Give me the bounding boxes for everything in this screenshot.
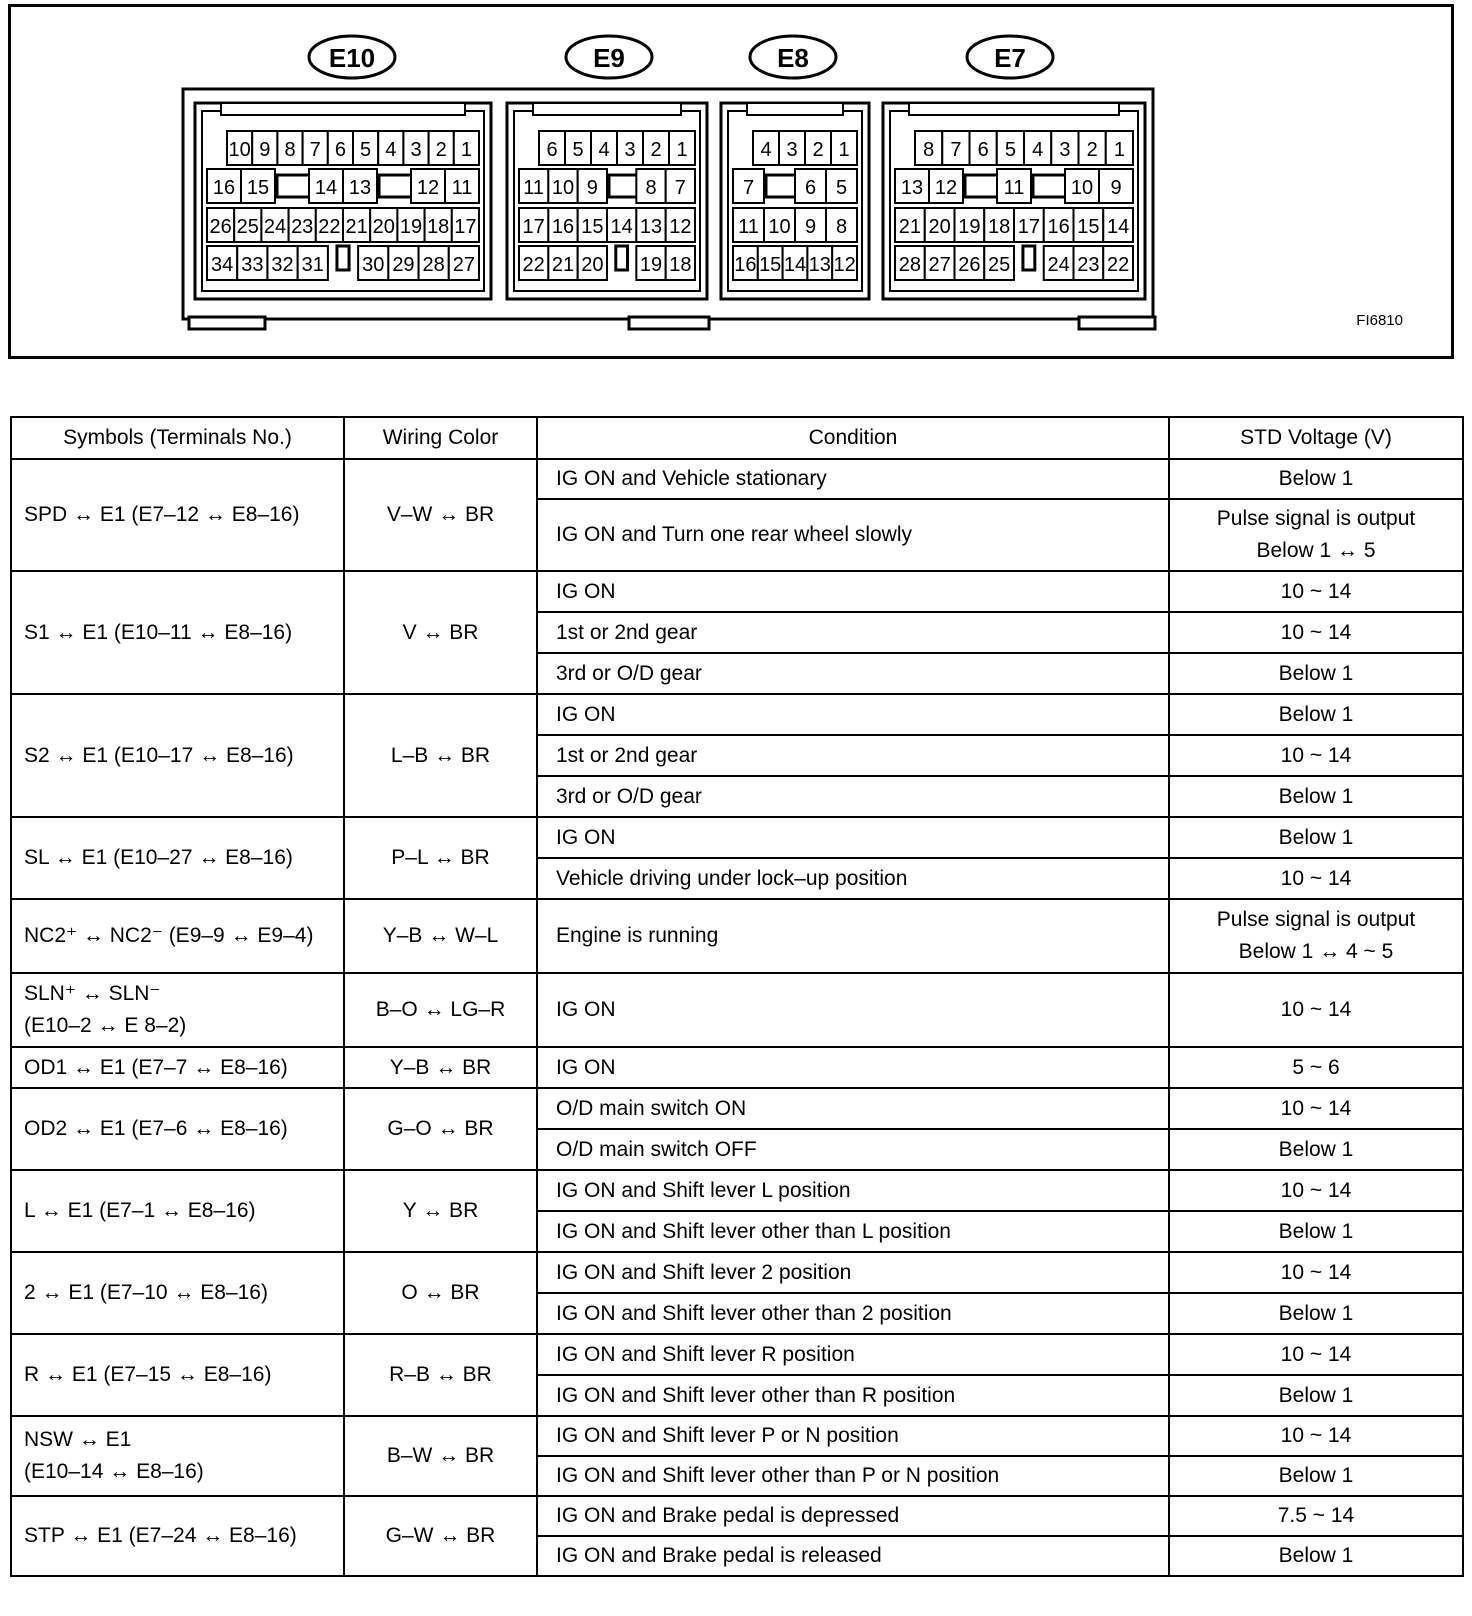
housing-tab xyxy=(1079,317,1155,329)
terminal-number: 7 xyxy=(742,177,755,199)
terminal-number: 4 xyxy=(385,139,397,161)
table-row xyxy=(11,817,1463,858)
terminal-number: 4 xyxy=(598,139,610,161)
terminal-number: 1 xyxy=(460,139,472,161)
terminal-number: 26 xyxy=(209,216,232,238)
condition-cell: 1st or 2nd gear xyxy=(537,735,1169,776)
terminal-number: 21 xyxy=(345,216,368,238)
terminal-number: 20 xyxy=(372,216,395,238)
terminal-number: 11 xyxy=(738,216,759,238)
terminal-number: 9 xyxy=(586,177,598,199)
terminal-number: 2 xyxy=(435,139,447,161)
terminal-number: 5 xyxy=(1004,139,1016,161)
std-voltage-cell: Below 1 xyxy=(1169,1375,1463,1416)
condition-cell: IG ON and Shift lever other than P or N position xyxy=(537,1456,1169,1496)
wiring-color-cell: V–W ↔ BR xyxy=(344,459,537,571)
terminal-number: 10 xyxy=(228,139,251,161)
terminal-number: 1 xyxy=(838,139,850,161)
connector-label: E9 xyxy=(593,43,625,73)
condition-cell: IG ON xyxy=(537,694,1169,735)
std-voltage-cell: 10 ~ 14 xyxy=(1169,735,1463,776)
terminal-number: 16 xyxy=(212,177,236,199)
terminal-number: 34 xyxy=(210,254,234,276)
std-voltage-cell: Below 1 xyxy=(1169,694,1463,735)
terminal-number: 19 xyxy=(958,216,981,238)
terminal-number: 13 xyxy=(808,254,831,276)
wiring-color-cell: O ↔ BR xyxy=(344,1252,537,1334)
table-row xyxy=(11,1088,1463,1129)
table-row xyxy=(11,1334,1463,1375)
condition-cell: Vehicle driving under lock–up position xyxy=(537,858,1169,899)
table-row xyxy=(11,1170,1463,1211)
housing-tab xyxy=(629,317,709,329)
terminal-number: 27 xyxy=(928,254,951,276)
connector-latch xyxy=(221,103,465,115)
std-voltage-cell: 10 ~ 14 xyxy=(1169,1088,1463,1129)
terminal-number: 6 xyxy=(546,139,558,161)
wiring-color-cell: P–L ↔ BR xyxy=(344,817,537,899)
terminal-number: 15 xyxy=(759,254,782,276)
terminal-number: 18 xyxy=(427,216,450,238)
terminal-number: 17 xyxy=(1017,216,1040,238)
terminal-number: 4 xyxy=(760,139,772,161)
terminal-number: 21 xyxy=(898,216,921,238)
wiring-color-cell: G–W ↔ BR xyxy=(344,1496,537,1576)
terminal-number: 27 xyxy=(452,254,476,276)
symbol-cell: SPD ↔ E1 (E7–12 ↔ E8–16) xyxy=(11,459,344,571)
connector-latch xyxy=(747,103,843,115)
symbol-cell: OD1 ↔ E1 (E7–7 ↔ E8–16) xyxy=(11,1047,344,1088)
terminal-number: 31 xyxy=(301,254,324,276)
terminal-number: 14 xyxy=(610,216,633,238)
symbol-cell: S2 ↔ E1 (E10–17 ↔ E8–16) xyxy=(11,694,344,817)
terminal-number: 3 xyxy=(786,139,798,161)
terminal-number: 6 xyxy=(804,177,817,199)
wiring-color-cell: Y–B ↔ BR xyxy=(344,1047,537,1088)
terminal-number: 33 xyxy=(241,254,264,276)
wiring-color-cell: R–B ↔ BR xyxy=(344,1334,537,1416)
terminal-number: 22 xyxy=(1107,254,1130,276)
terminal-number: 8 xyxy=(284,139,296,161)
wiring-color-cell: V ↔ BR xyxy=(344,571,537,694)
terminal-number: 7 xyxy=(950,139,962,161)
table-row xyxy=(11,1252,1463,1293)
std-voltage-cell: Below 1 xyxy=(1169,653,1463,694)
connector-latch xyxy=(909,103,1119,115)
terminal-number: 6 xyxy=(334,139,346,161)
terminal-number: 24 xyxy=(1047,254,1070,276)
terminal-number: 9 xyxy=(1110,177,1122,199)
table-row xyxy=(11,973,1463,1047)
connector-label: E8 xyxy=(777,43,809,73)
std-voltage-cell: Below 1 xyxy=(1169,817,1463,858)
terminal-number: 16 xyxy=(734,254,757,276)
condition-cell: IG ON and Shift lever 2 position xyxy=(537,1252,1169,1293)
terminal-number: 14 xyxy=(314,177,338,199)
condition-cell: IG ON and Shift lever L position xyxy=(537,1170,1169,1211)
connector-key xyxy=(1023,246,1035,270)
symbol-cell: SLN⁺ ↔ SLN⁻ (E10–2 ↔ E 8–2) xyxy=(11,973,344,1047)
std-voltage-cell: Pulse signal is output Below 1 ↔ 4 ~ 5 xyxy=(1169,899,1463,973)
terminal-number: 7 xyxy=(674,177,686,199)
terminal-number: 17 xyxy=(454,216,477,238)
terminal-number: 17 xyxy=(522,216,545,238)
terminal-number: 20 xyxy=(581,254,604,276)
terminal-number: 11 xyxy=(1003,177,1025,199)
symbol-cell: NSW ↔ E1 (E10–14 ↔ E8–16) xyxy=(11,1416,344,1496)
terminal-number: 5 xyxy=(360,139,372,161)
symbol-cell: NC2⁺ ↔ NC2⁻ (E9–9 ↔ E9–4) xyxy=(11,899,344,973)
terminal-number: 14 xyxy=(1107,216,1130,238)
condition-cell: 3rd or O/D gear xyxy=(537,776,1169,817)
connector-key xyxy=(337,246,349,270)
terminal-number: 28 xyxy=(422,254,445,276)
symbol-cell: 2 ↔ E1 (E7–10 ↔ E8–16) xyxy=(11,1252,344,1334)
wiring-color-cell: L–B ↔ BR xyxy=(344,694,537,817)
terminal-number: 5 xyxy=(835,177,848,199)
std-voltage-cell: 10 ~ 14 xyxy=(1169,858,1463,899)
terminal-number: 7 xyxy=(309,139,321,161)
condition-cell: IG ON and Brake pedal is depressed xyxy=(537,1496,1169,1536)
terminal-number: 10 xyxy=(768,216,791,238)
std-voltage-cell: Below 1 xyxy=(1169,1293,1463,1334)
terminal-number: 22 xyxy=(522,254,545,276)
terminal-number: 9 xyxy=(804,216,817,238)
condition-cell: IG ON and Vehicle stationary xyxy=(537,459,1169,499)
table-header-row xyxy=(11,417,1463,459)
symbol-cell: S1 ↔ E1 (E10–11 ↔ E8–16) xyxy=(11,571,344,694)
terminal-number: 12 xyxy=(833,254,856,276)
symbol-cell: STP ↔ E1 (E7–24 ↔ E8–16) xyxy=(11,1496,344,1576)
terminal-number: 13 xyxy=(900,177,924,199)
wiring-color-cell: B–W ↔ BR xyxy=(344,1416,537,1496)
symbol-cell: SL ↔ E1 (E10–27 ↔ E8–16) xyxy=(11,817,344,899)
terminal-number: 15 xyxy=(246,177,270,199)
terminal-number: 16 xyxy=(551,216,575,238)
condition-cell: IG ON xyxy=(537,1047,1169,1088)
header-wiring-color: Wiring Color xyxy=(344,417,537,459)
condition-cell: IG ON and Shift lever P or N position xyxy=(537,1416,1169,1456)
terminal-number: 24 xyxy=(263,216,287,238)
std-voltage-cell: 10 ~ 14 xyxy=(1169,1252,1463,1293)
terminal-number: 12 xyxy=(669,216,692,238)
condition-cell: IG ON and Turn one rear wheel slowly xyxy=(537,499,1169,571)
table-row xyxy=(11,571,1463,612)
wiring-color-cell: B–O ↔ LG–R xyxy=(344,973,537,1047)
std-voltage-cell: 7.5 ~ 14 xyxy=(1169,1496,1463,1536)
table-row xyxy=(11,1416,1463,1456)
terminal-number: 19 xyxy=(399,216,423,238)
std-voltage-cell: Below 1 xyxy=(1169,1211,1463,1252)
std-voltage-cell: Below 1 xyxy=(1169,776,1463,817)
terminal-number: 2 xyxy=(650,139,662,161)
figure-code: FI6810 xyxy=(1356,312,1403,329)
condition-cell: IG ON xyxy=(537,973,1169,1047)
terminal-number: 23 xyxy=(291,216,314,238)
condition-cell: Engine is running xyxy=(537,899,1169,973)
terminal-number: 15 xyxy=(581,216,604,238)
condition-cell: IG ON xyxy=(537,571,1169,612)
terminal-number: 23 xyxy=(1077,254,1100,276)
std-voltage-cell: 10 ~ 14 xyxy=(1169,1416,1463,1456)
terminal-number: 32 xyxy=(271,254,294,276)
terminal-number: 28 xyxy=(898,254,921,276)
condition-cell: 1st or 2nd gear xyxy=(537,612,1169,653)
connector-label: E10 xyxy=(328,43,376,73)
connector-label: E7 xyxy=(994,43,1026,73)
terminal-number: 18 xyxy=(988,216,1011,238)
condition-cell: O/D main switch ON xyxy=(537,1088,1169,1129)
table-row xyxy=(11,899,1463,973)
terminal-number: 18 xyxy=(669,254,692,276)
condition-cell: IG ON and Shift lever other than R position xyxy=(537,1375,1169,1416)
terminal-number: 14 xyxy=(783,254,807,276)
condition-cell: IG ON and Shift lever other than L position xyxy=(537,1211,1169,1252)
wiring-color-cell: G–O ↔ BR xyxy=(344,1088,537,1170)
terminal-number: 26 xyxy=(958,254,981,276)
connector-key xyxy=(616,246,628,270)
terminal-number: 19 xyxy=(639,254,663,276)
header-condition: Condition xyxy=(537,417,1169,459)
terminal-number: 10 xyxy=(1070,177,1094,199)
table-row xyxy=(11,694,1463,735)
terminal-number: 11 xyxy=(523,177,545,199)
terminal-number: 10 xyxy=(551,177,575,199)
table-row xyxy=(11,1496,1463,1536)
table-body xyxy=(11,459,1463,1576)
condition-cell: IG ON and Shift lever R position xyxy=(537,1334,1169,1375)
terminal-number: 15 xyxy=(1077,216,1100,238)
std-voltage-cell: 10 ~ 14 xyxy=(1169,612,1463,653)
symbol-cell: L ↔ E1 (E7–1 ↔ E8–16) xyxy=(11,1170,344,1252)
terminal-number: 6 xyxy=(977,139,989,161)
std-voltage-cell: 10 ~ 14 xyxy=(1169,973,1463,1047)
condition-cell: 3rd or O/D gear xyxy=(537,653,1169,694)
terminal-number: 30 xyxy=(362,254,385,276)
terminal-number: 8 xyxy=(923,139,935,161)
terminal-number: 5 xyxy=(572,139,584,161)
std-voltage-cell: Pulse signal is output Below 1 ↔ 5 xyxy=(1169,499,1463,571)
condition-cell: IG ON xyxy=(537,817,1169,858)
wiring-color-cell: Y–B ↔ W–L xyxy=(344,899,537,973)
terminal-number: 2 xyxy=(1086,139,1098,161)
terminal-voltage-table xyxy=(10,416,1464,1577)
terminal-number: 13 xyxy=(639,216,663,238)
std-voltage-cell: 10 ~ 14 xyxy=(1169,1170,1463,1211)
header-symbols: Symbols (Terminals No.) xyxy=(11,417,344,459)
terminal-number: 3 xyxy=(410,139,422,161)
table-row xyxy=(11,459,1463,499)
wiring-color-cell: Y ↔ BR xyxy=(344,1170,537,1252)
condition-cell: IG ON and Shift lever other than 2 position xyxy=(537,1293,1169,1334)
std-voltage-cell: Below 1 xyxy=(1169,1536,1463,1576)
terminal-number: 21 xyxy=(551,254,575,276)
header-std-voltage: STD Voltage (V) xyxy=(1169,417,1463,459)
terminal-number: 8 xyxy=(835,216,848,238)
terminal-number: 1 xyxy=(676,139,688,161)
terminal-number: 13 xyxy=(348,177,372,199)
std-voltage-cell: 10 ~ 14 xyxy=(1169,1334,1463,1375)
terminal-number: 4 xyxy=(1032,139,1044,161)
terminal-number: 20 xyxy=(928,216,951,238)
connector-latch xyxy=(533,103,681,115)
symbol-cell: OD2 ↔ E1 (E7–6 ↔ E8–16) xyxy=(11,1088,344,1170)
terminal-number: 8 xyxy=(645,177,657,199)
symbol-cell: R ↔ E1 (E7–15 ↔ E8–16) xyxy=(11,1334,344,1416)
terminal-number: 25 xyxy=(988,254,1011,276)
terminal-number: 29 xyxy=(392,254,415,276)
connector-diagram xyxy=(11,7,1451,356)
table-row xyxy=(11,1047,1463,1088)
std-voltage-cell: Below 1 xyxy=(1169,1456,1463,1496)
terminal-number: 11 xyxy=(451,177,473,199)
terminal-number: 9 xyxy=(259,139,271,161)
condition-cell: O/D main switch OFF xyxy=(537,1129,1169,1170)
terminal-number: 1 xyxy=(1113,139,1125,161)
std-voltage-cell: 10 ~ 14 xyxy=(1169,571,1463,612)
std-voltage-cell: 5 ~ 6 xyxy=(1169,1047,1463,1088)
terminal-number: 3 xyxy=(1059,139,1071,161)
terminal-number: 22 xyxy=(318,216,341,238)
terminal-number: 16 xyxy=(1047,216,1070,238)
terminal-number: 2 xyxy=(812,139,824,161)
terminal-number: 3 xyxy=(624,139,636,161)
std-voltage-cell: Below 1 xyxy=(1169,459,1463,499)
terminal-number: 12 xyxy=(416,177,440,199)
condition-cell: IG ON and Brake pedal is released xyxy=(537,1536,1169,1576)
std-voltage-cell: Below 1 xyxy=(1169,1129,1463,1170)
terminal-number: 25 xyxy=(236,216,259,238)
terminal-number: 12 xyxy=(934,177,958,199)
housing-tab xyxy=(189,317,265,329)
connector-diagram-panel xyxy=(8,4,1454,359)
